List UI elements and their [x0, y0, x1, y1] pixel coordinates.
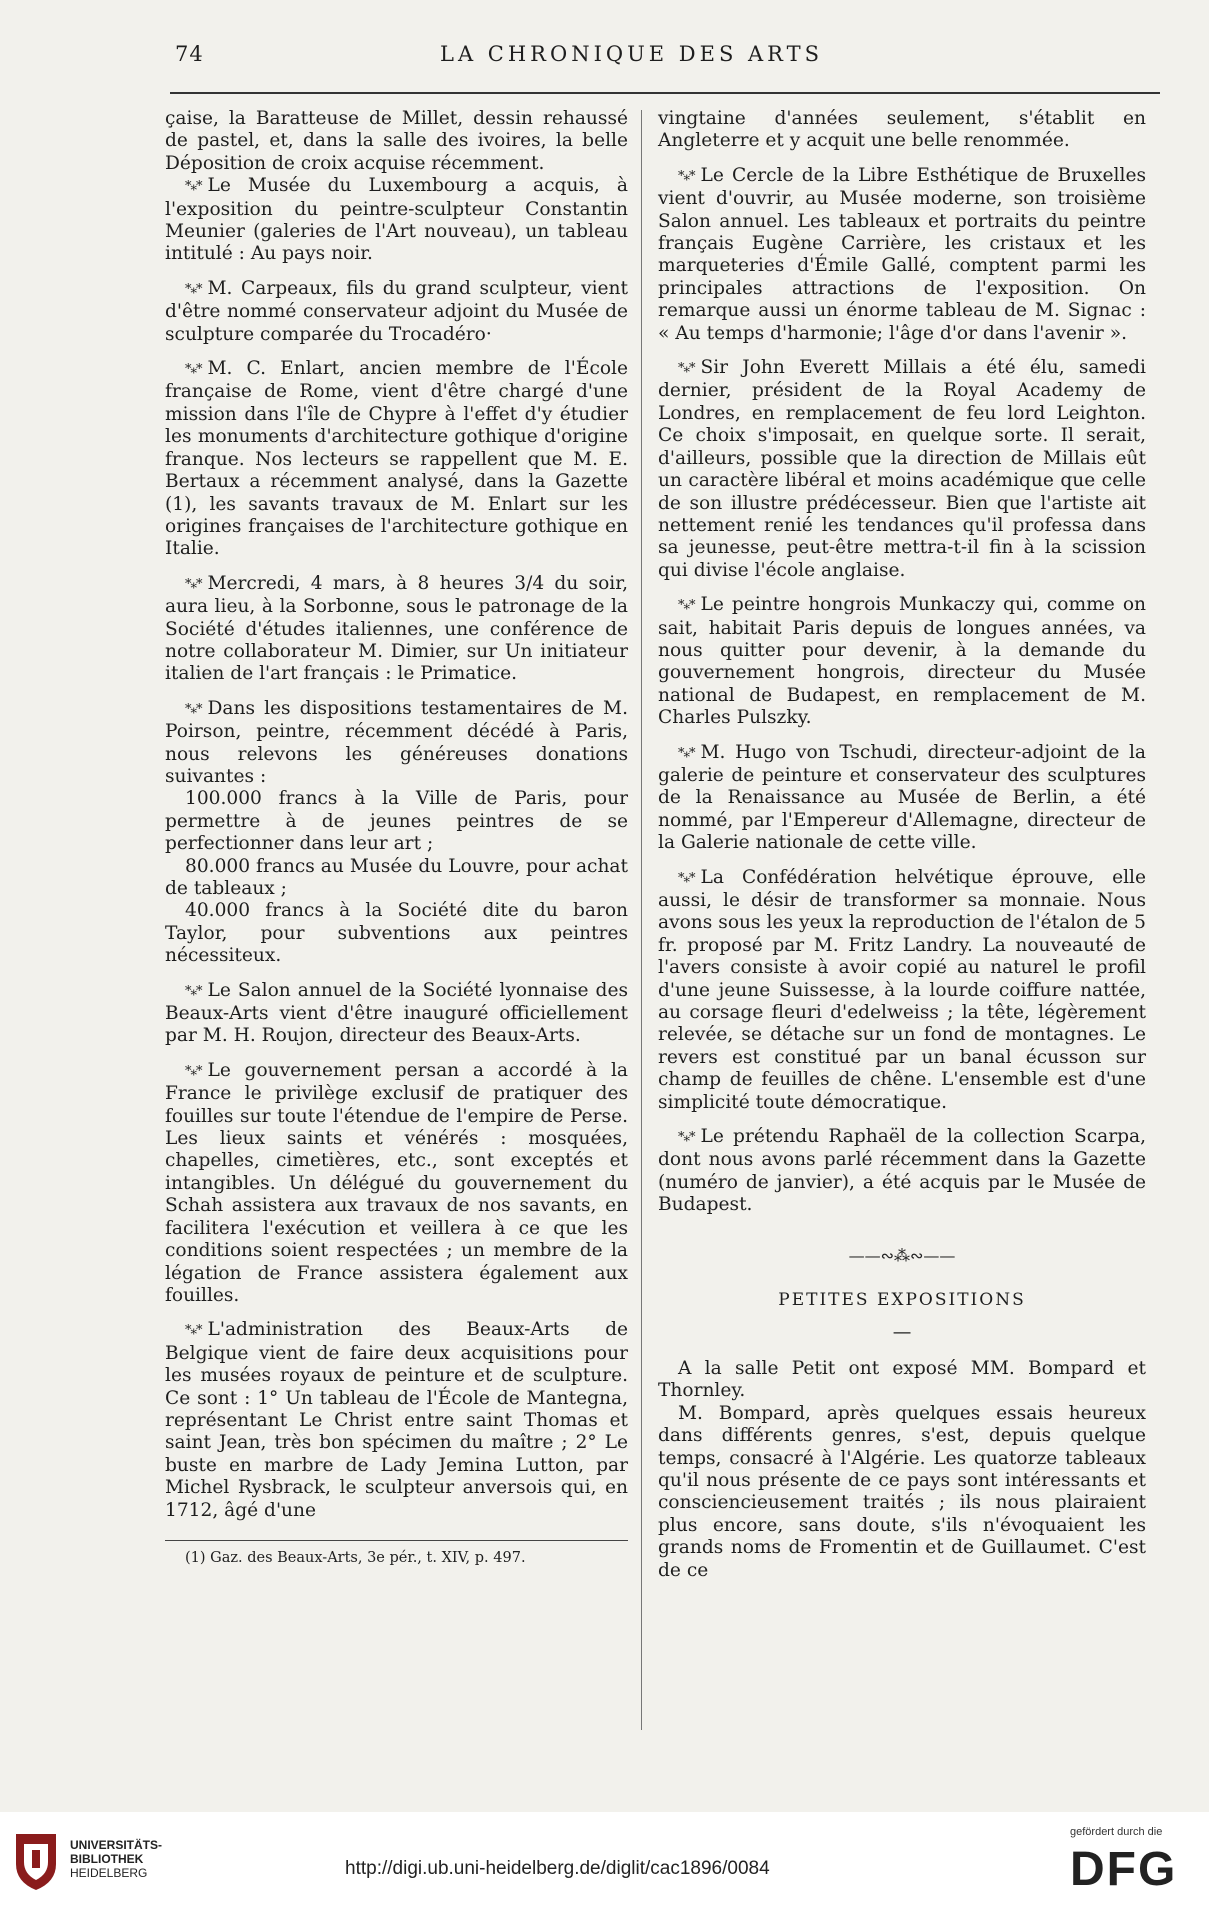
- permalink[interactable]: http://digi.ub.uni-heidelberg.de/diglit/cac1896/0084: [345, 1858, 770, 1879]
- news-item: *⁎* M. Carpeaux, fils du grand sculpteur, vient d'être nommé conservateur adjoint du Musée de sculpture comparée du Trocadéro·: [165, 277, 628, 345]
- exhibition-paragraph: A la salle Petit ont exposé MM. Bompard et Thornley.: [658, 1357, 1146, 1402]
- header-rule: [170, 92, 1160, 94]
- asterism-icon: *⁎*: [185, 576, 202, 592]
- dfg-logo: DFG: [1070, 1843, 1178, 1896]
- news-item: *⁎* Le Musée du Luxembourg a acquis, à l'exposition du peintre-sculpteur Constantin Meunier (galeries de l'Art nouveau), un tableau intitulé : Au pays noir.: [165, 175, 628, 265]
- donation-item: 80.000 francs au Musée du Louvre, pour achat de tableaux ;: [165, 855, 628, 899]
- news-item: *⁎* Le prétendu Raphaël de la collection Scarpa, dont nous avons parlé récemment dans la Gazette (numéro de janvier), a été acquis par le Musée de Budapest.: [658, 1126, 1146, 1216]
- asterism-icon: *⁎*: [678, 870, 695, 886]
- asterism-icon: *⁎*: [678, 745, 695, 761]
- page-number: 74: [175, 42, 204, 66]
- column-divider: [641, 110, 642, 1730]
- asterism-icon: *⁎*: [185, 983, 202, 999]
- library-name: UNIVERSITÄTS- BIBLIOTHEK HEIDELBERG: [70, 1838, 163, 1880]
- asterism-icon: *⁎*: [678, 361, 695, 377]
- news-item: *⁎* Le Salon annuel de la Société lyonnaise des Beaux-Arts vient d'être inauguré officiellement par M. H. Roujon, directeur des Beaux-Arts.: [165, 979, 628, 1047]
- right-column: [658, 108, 1146, 1582]
- news-item: *⁎* Dans les dispositions testamentaires de M. Poirson, peintre, récemment décédé à Paris, nous relevons les généreuses donations suivantes :: [165, 697, 628, 787]
- asterism-icon: *⁎*: [678, 598, 695, 614]
- running-title: LA CHRONIQUE DES ARTS: [440, 42, 824, 66]
- asterism-icon: *⁎*: [678, 1130, 695, 1146]
- asterism-icon: *⁎*: [185, 1323, 202, 1339]
- asterism-icon: *⁎*: [185, 1063, 202, 1079]
- sponsor-text: gefördert durch die: [1070, 1826, 1163, 1838]
- donation-item: 100.000 francs à la Ville de Paris, pour permettre à de jeunes peintres de se perfectionner dans leur art ;: [165, 788, 628, 855]
- news-item: *⁎* La Confédération helvétique éprouve, elle aussi, le désir de transformer sa monnaie. Nous avons sous les yeux la reproduction de l'étalon de 5 fr. proposé par M. Fritz Landry. La nouveauté de l'avers consiste à avoir copié au naturel le profil d'une jeune Suissesse, à la lourde coiffure nattée, au corsage fleuri d'edelweiss ; la tête, légèrement relevée, se détache sur un fond de montagnes. Le revers est constitué par un banal écusson sur champ de feuilles de chêne. L'ensemble est d'une simplicité toute démocratique.: [658, 866, 1146, 1113]
- article-paragraph: çaise, la Baratteuse de Millet, dessin rehaussé de pastel, et, dans la salle des ivoires, la belle Déposition de croix acquise récemment.: [165, 108, 628, 174]
- page-header: [0, 42, 1209, 76]
- ornament-divider: ——∾⁂∾——: [848, 1245, 956, 1265]
- article-paragraph: vingtaine d'années seulement, s'établit en Angleterre et y acquit une belle renommée.: [658, 108, 1146, 152]
- news-item: *⁎* Sir John Everett Millais a été élu, samedi dernier, président de la Royal Academy de Londres, en remplacement de feu lord Leighton. Ce choix s'imposait, en quelque sorte. Il serait, d'ailleurs, possible que la direction de Millais eût un caractère libéral et moins académique que celle de son illustre prédécesseur. Bien que l'artiste ait nettement renié les tendances qu'il professa dans sa jeunesse, peut-être mettra-t-il fin à la scission qui divise l'école anglaise.: [658, 357, 1146, 581]
- news-item: *⁎* Le Cercle de la Libre Esthétique de Bruxelles vient d'ouvrir, au Musée moderne, son troisième Salon annuel. Les tableaux et portraits du peintre français Eugène Carrière, les cristaux et les marqueteries d'Émile Gallé, comptent parmi les principales attractions de l'exposition. On remarque aussi un énorme tableau de M. Signac : « Au temps d'harmonie; l'âge d'or dans l'avenir ».: [658, 164, 1146, 344]
- asterism-icon: *⁎*: [678, 168, 695, 184]
- left-column: [165, 108, 628, 1567]
- university-seal-icon: [12, 1830, 60, 1892]
- news-item: *⁎* Le peintre hongrois Munkaczy qui, comme on sait, habitait Paris depuis de longues années, va nous quitter pour devenir, à la demande du gouvernement hongrois, directeur du Musée national de Budapest, en remplacement de M. Charles Pulszky.: [658, 594, 1146, 729]
- news-item: *⁎* Le gouvernement persan a accordé à la France le privilège exclusif de pratiquer des fouilles sur toute l'étendue de l'empire de Perse. Les lieux saints et vénérés : mosquées, chapelles, cimetières, etc., sont exceptés et intangibles. Un délégué du gouvernement du Schah assistera aux travaux de nos savants, en facilitera l'exécution et veillera à ce que les conditions soient respectées ; un membre de la légation de France assistera également aux fouilles.: [165, 1059, 628, 1306]
- asterism-icon: *⁎*: [185, 701, 202, 717]
- section-title: PETITES EXPOSITIONS: [778, 1290, 1026, 1311]
- footnote-rule: [165, 1540, 628, 1541]
- exhibition-paragraph: M. Bompard, après quelques essais heureux dans différents genres, s'est, depuis quelque temps, consacré à l'Algérie. Les quatorze tableaux qu'il nous présente de ce pays sont intéressants et consciencieusement traités ; ils nous plairaient plus encore, sans doute, s'ils n'évoquaient les grands noms de Fromentin et de Guillaumet. C'est de ce: [658, 1402, 1146, 1581]
- news-item: *⁎* L'administration des Beaux-Arts de Belgique vient de faire deux acquisitions pour les musées royaux de peinture et de sculpture. Ce sont : 1° Un tableau de l'École de Mantegna, représentant Le Christ entre saint Thomas et saint Jean, très bon spécimen du maître ; 2° Le buste en marbre de Lady Jemina Lutton, par Michel Rysbrack, le sculpteur anversois qui, en 1712, âgé d'une: [165, 1319, 628, 1521]
- donation-item: 40.000 francs à la Société dite du baron Taylor, pour subventions aux peintres nécessiteux.: [165, 900, 628, 967]
- section-dash: —: [892, 1321, 912, 1343]
- news-item: *⁎* M. Hugo von Tschudi, directeur-adjoint de la galerie de peinture et conservateur des sculptures de la Renaissance au Musée de Berlin, a été nommé, par l'Empereur d'Allemagne, directeur de la Galerie nationale de cette ville.: [658, 741, 1146, 854]
- news-item: *⁎* Mercredi, 4 mars, à 8 heures 3/4 du soir, aura lieu, à la Sorbonne, sous le patronage de la Société d'études italiennes, une conférence de notre collaborateur M. Dimier, sur Un initiateur italien de l'art français : le Primatice.: [165, 572, 628, 685]
- news-item: *⁎* M. C. Enlart, ancien membre de l'École française de Rome, vient d'être chargé d'une mission dans l'île de Chypre à l'effet d'y étudier les monuments d'architecture gothique d'origine franque. Nos lecteurs se rappellent que M. E. Bertaux a récemment analysé, dans la Gazette (1), les savants travaux de M. Enlart sur les origines françaises de l'architecture gothique en Italie.: [165, 358, 628, 560]
- footnote: (1) Gaz. des Beaux-Arts, 3e pér., t. XIV, p. 497.: [185, 1549, 526, 1566]
- asterism-icon: *⁎*: [185, 281, 202, 297]
- asterism-icon: *⁎*: [185, 179, 202, 195]
- asterism-icon: *⁎*: [185, 362, 202, 378]
- digitization-footer: [0, 1812, 1209, 1921]
